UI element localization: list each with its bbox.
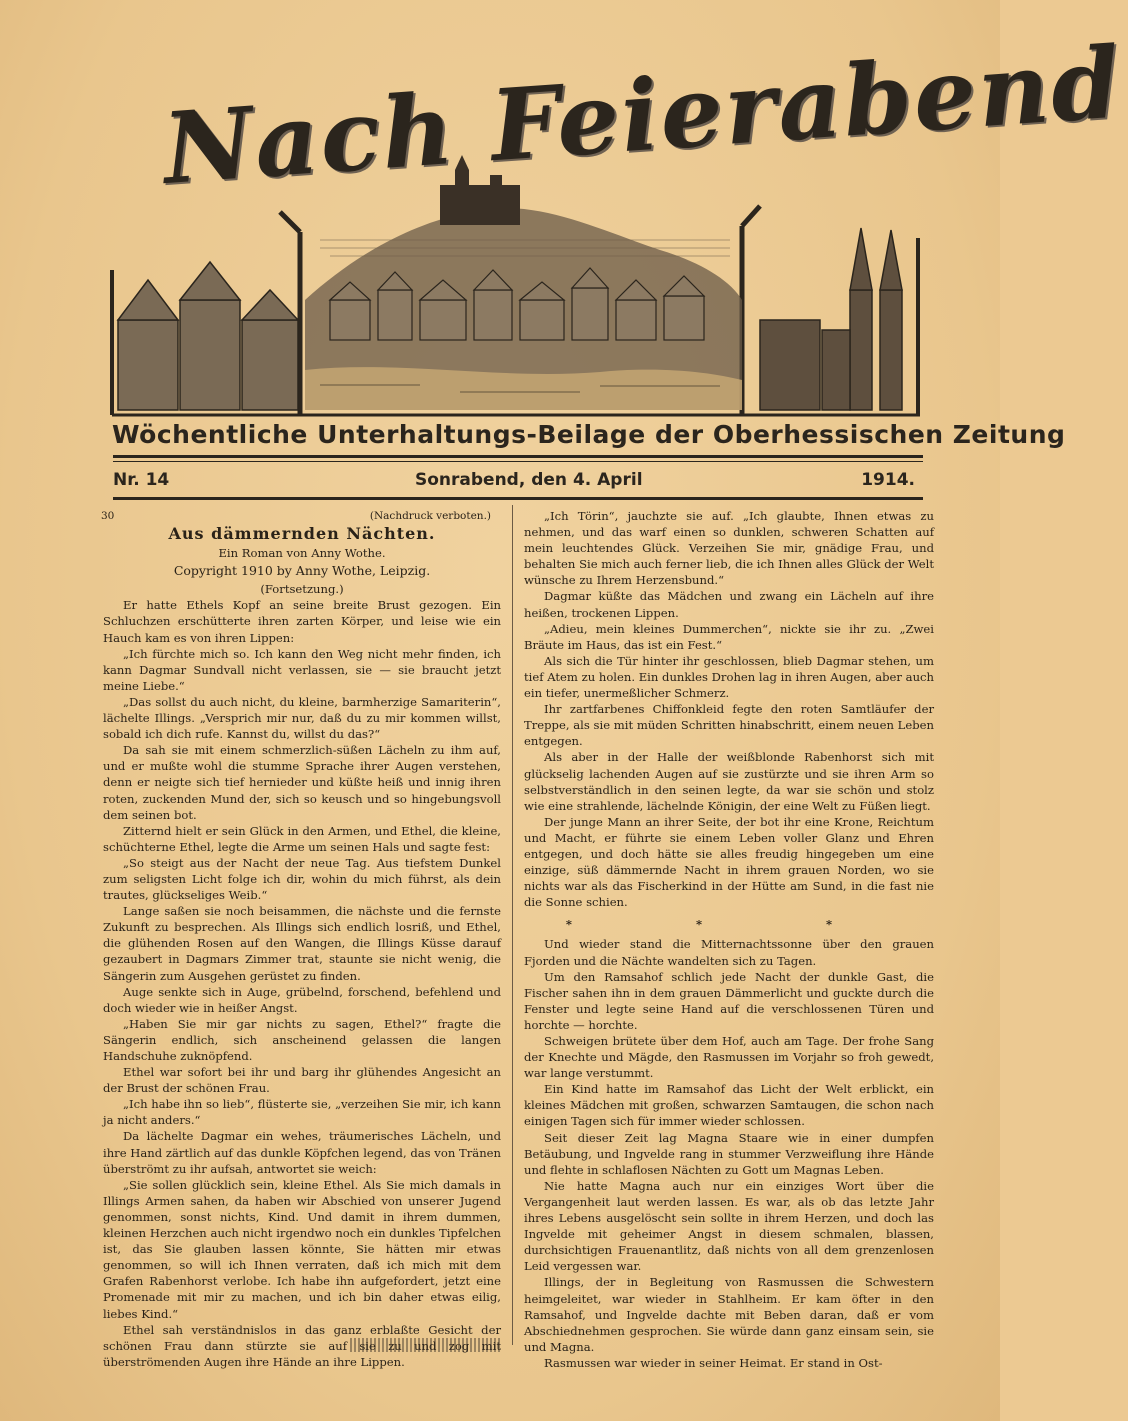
paragraph: Lange saßen sie noch beisammen, die nächste und die fernste Zukunft zu besprechen. Als Illings sich endlich losriß, und Ethel, die glühenden Rosen auf den Wangen, die Illings Küsse darauf gezaubert in Dagmars Zimmer trat, staunte sie nicht wenig, die Sängerin zum Ausgehen gerüstet zu finden. xyxy=(103,904,501,983)
story-title: Aus dämmernden Nächten. xyxy=(168,524,436,543)
reprint-note: (Nachdruck verboten.) xyxy=(369,510,491,522)
paragraph: Und wieder stand die Mitternachtssonne über den grauen Fjorden und die Nächte wandelten sich zu Tagen. xyxy=(524,937,934,968)
paragraph: „Haben Sie mir gar nichts zu sagen, Ethel?“ fragte die Sängerin endlich, sich anscheinend gelassen die langen Handschuhe zuknöpfend. xyxy=(103,1016,501,1063)
paragraph: „Ich Törin“, jauchzte sie auf. „Ich glaubte, Ihnen etwas zu nehmen, und das warf einen so dunklen, schweren Schatten auf mein leuchtendes Glück. Verzeihen Sie mir, gnädige Frau, und behalten Sie mich auch ferner lieb, die ich Ihnen alles Glück der Welt wünsche zu Ihrem Herzensbund.“ xyxy=(524,509,934,588)
section-break-stars: * * * xyxy=(565,917,893,932)
paragraph: Dagmar küßte das Mädchen und zwang ein Lächeln auf ihre heißen, trockenen Lippen. xyxy=(524,589,934,620)
right-paragraphs-bottom xyxy=(524,936,934,1371)
story-copyright: Copyright 1910 by Anny Wothe, Leipzig. xyxy=(173,563,431,579)
paragraph: Da sah sie mit einem schmerzlich-süßen Lächeln zu ihm auf, und er mußte wohl die stumme Sprache ihrer Augen verstehen, denn er neigte sich tief hernieder und küßte heiß und innig ihren roten, zuckenden Mund der, sich so keusch und so hingebungsvoll dem seinen bot. xyxy=(103,743,501,822)
paragraph: Schweigen brütete über dem Hof, auch am Tage. Der frohe Sang der Knechte und Mägde, den Rasmussen im Vorjahr so froh gewedt, war lange verstummt. xyxy=(524,1034,934,1081)
paragraph: Er hatte Ethels Kopf an seine breite Brust gezogen. Ein Schluchzen erschütterte ihren zarten Körper, und leise wie ein Hauch kam es von ihren Lippen: xyxy=(103,598,501,645)
paragraph: Als aber in der Halle der weißblonde Rabenhorst sich mit glückselig lachenden Augen auf sie zustürzte und sie ihren Arm so selbstverständlich in den seinen legte, da war sie schön und stolz wie eine strahlende, lächelnde Königin, der eine Welt zu Füßen liegt. xyxy=(524,750,934,813)
paragraph: Als sich die Tür hinter ihr geschlossen, blieb Dagmar stehen, um tief Atem zu holen. Ein dunkles Drohen lag in ihren Augen, aber auch ein tiefer, unermeßlicher Schmerz. xyxy=(524,653,934,701)
paragraph: Ihr zartfarbenes Chiffonkleid fegte den roten Samtläufer der Treppe, als sie mit müden Schritten hinabschritt, einem neuen Leben entgegen. xyxy=(524,702,934,749)
left-paragraphs xyxy=(103,597,501,1370)
left-topline xyxy=(103,508,501,524)
paragraph: Ethel war sofort bei ihr und barg ihr glühendes Angesicht an der Brust der schönen Frau. xyxy=(103,1065,501,1096)
paragraph: „Das sollst du auch nicht, du kleine, barmherzige Samariterin“, lächelte Illings. „Versprich mir nur, daß du zu mir kommen willst, sobald ich dich rufe. Kannst du, willst du das?“ xyxy=(103,694,501,742)
paragraph: Illings, der in Begleitung von Rasmussen die Schwestern heimgeleitet, war wieder in Stahlheim. Er kam öfter in den Ramsahof, und Ingvelde dachte mit Beben daran, daß er vom Abschiednehmen gesprochen. Sie würde dann ganz einsam sein, sie und Magna. xyxy=(524,1275,934,1354)
paragraph: „Ich habe ihn so lieb“, flüsterte sie, „verzeihen Sie mir, ich kann ja nicht anders.“ xyxy=(103,1097,501,1128)
paragraph: Ein Kind hatte im Ramsahof das Licht der Welt erblickt, ein kleines Mädchen mit großen, schwarzen Samtaugen, die schon nach einigen Tagen sich für immer wieder schlossen. xyxy=(524,1082,934,1129)
paragraph: Da lächelte Dagmar ein wehes, träumerisches Lächeln, und ihre Hand zärtlich auf das dunkle Köpfchen legend, das von Tränen überströmt zu ihr aufsah, antwortet sie weich: xyxy=(103,1129,501,1176)
paragraph: „Sie sollen glücklich sein, kleine Ethel. Als Sie mich damals in Illings Armen sahen, da haben wir Abschied von unserer Jugend genommen, sonst nichts, Kind. Und damit in ihrem dummen, kleinen Herzchen auch nicht irgendwo noch ein dunkles Tipfelchen ist, das Sie glauben lassen könnte, Sie hätten mir etwas genommen, so will ich Ihnen verraten, daß ich mich mit dem Grafen Rabenhorst verlobe. Ich habe ihn aufgefordert, jetzt eine Promenade mit mir zu machen, und ich bin daher etwas eilig, liebes Kind.“ xyxy=(103,1177,501,1321)
paragraph: Seit dieser Zeit lag Magna Staare wie in einer dumpfen Betäubung, und Ingvelde rang in stummer Verzweiflung ihre Hände und flehte in schlaflosen Nächten zu Gott um Magnas Leben. xyxy=(524,1130,934,1177)
issue-date: Sonrabend, den 4. April xyxy=(415,470,643,490)
issue-year: 1914. xyxy=(861,470,915,490)
header-rule-top-thin xyxy=(113,461,923,462)
masthead xyxy=(0,0,1126,420)
paragraph: Nie hatte Magna auch nur ein einziges Wort über die Vergangenheit laut werden lassen. Es war, als ob das letzte Jahr ihres Lebens ausgelöscht sein sollte in ihrem Herzen, und doch las Ingvelde mit geheimer Angst in diesem schmalen, blassen, durchsichtigen Frauenantlitz, daß nichts von all dem grenzenlosen Leid vergessen war. xyxy=(524,1178,934,1274)
paragraph: Rasmussen war wieder in seiner Heimat. Er stand in Ost- xyxy=(544,1355,883,1370)
header-rule-top xyxy=(113,455,923,458)
left-column xyxy=(103,508,501,1370)
print-artifact xyxy=(350,1338,500,1352)
paragraph: Auge senkte sich in Auge, grübelnd, forschend, befehlend und doch wieder wie in heißer Angst. xyxy=(103,984,501,1015)
paragraph: Um den Ramsahof schlich jede Nacht der dunkle Gast, die Fischer sahen ihn in dem grauen Dämmerlicht und guckte durch die Fenster und legte seine Hand auf die verschlossenen Türen und horchte — horchte. xyxy=(524,969,934,1032)
story-byline: Ein Roman von Anny Wothe. xyxy=(218,546,386,561)
dateline xyxy=(113,470,923,496)
paragraph: Der junge Mann an ihrer Seite, der bot ihr eine Krone, Reichtum und Macht, er führte sie einem Leben voller Glanz und Ehren entgegen, und doch hätte sie alles freudig hingegeben um eine einzige, süß dämmernde Nacht in ihrem grauen Norden, wo sie nichts war als das Fischerkind in der Hütte am Sund, in die fast nie die Sonne schien. xyxy=(524,814,934,910)
paragraph: Zitternd hielt er sein Glück in den Armen, und Ethel, die kleine, schüchterne Ethel, legte die Arme um seinen Hals und sagte fest: xyxy=(103,823,501,854)
issue-number: Nr. 14 xyxy=(113,470,170,490)
column-divider xyxy=(512,505,513,1345)
masthead-subtitle: Wöchentliche Unterhaltungs-Beilage der Oberhessischen Zeitung xyxy=(112,420,1066,449)
right-column xyxy=(524,508,934,1371)
right-paragraphs-top xyxy=(524,508,934,910)
paragraph: „Adieu, mein kleines Dummerchen“, nickte sie ihr zu. „Zwei Bräute im Haus, das ist ein Fest.“ xyxy=(524,621,934,652)
story-continuation: (Fortsetzung.) xyxy=(260,582,344,597)
paragraph: Ethel sah verständnislos in das ganz erblaßte Gesicht der schönen Frau dann stürzte sie auf sie zu und zog mit überströmenden Augen ihre Hände an ihre Lippen. xyxy=(103,1322,501,1369)
header-rule-bottom xyxy=(113,497,923,500)
paragraph: „So steigt aus der Nacht der neue Tag. Aus tiefstem Dunkel zum seligsten Licht folge ich dir, wohin du mich führst, als dein trautes, glückseliges Weib.“ xyxy=(103,855,501,903)
masthead-title: Nach Feierabend xyxy=(159,25,1126,208)
page-number: 30 xyxy=(101,510,115,522)
paragraph: „Ich fürchte mich so. Ich kann den Weg nicht mehr finden, ich kann Dagmar Sundvall nicht verlassen, sie — sie braucht jetzt meine Liebe.“ xyxy=(103,646,501,693)
